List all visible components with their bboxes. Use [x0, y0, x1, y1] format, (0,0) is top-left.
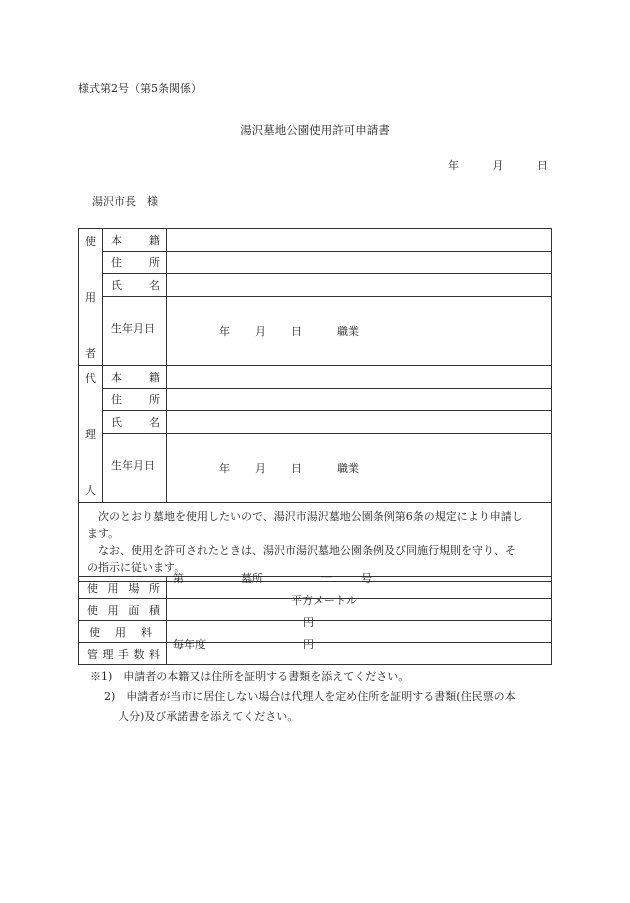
user-occupation-label: 職業 — [337, 324, 359, 338]
agent-section-label: 代 理 人 — [79, 366, 103, 503]
user-birth-label: 生年月日 — [103, 296, 167, 365]
date-day: 日 — [537, 159, 548, 172]
agent-address-row — [79, 388, 552, 411]
addressee: 湯沢市長 様 — [92, 195, 158, 208]
agent-name-field[interactable] — [167, 411, 552, 434]
usage-place-field[interactable]: 第 墓所 ― 号 — [167, 577, 552, 599]
date-year: 年 — [448, 159, 459, 172]
date-line — [418, 157, 548, 173]
user-name-row — [79, 274, 552, 297]
usage-place-label: 使 用 場 所 — [79, 577, 167, 599]
note-2: 2) 申請者が当市に居住しない場合は代理人を定め住所を証明する書類(住民票の本 — [104, 690, 516, 703]
note-2-cont: 人分)及び承諾書を添えてください。 — [118, 710, 299, 723]
statement-text: 次のとおり墓地を使用したいので、湯沢市湯沢墓地公園条例第6条の規定により申請し ます。 なお、使用を許可されたときは、湯沢市湯沢墓地公園条例及び同施行規則を守り、そ の指示に従います。 — [79, 503, 552, 582]
form-number: 様式第2号（第5条関係） — [78, 82, 202, 95]
user-name-label: 氏 名 — [103, 274, 167, 297]
user-honseki-label: 本 籍 — [103, 229, 167, 252]
agent-honseki-label: 本 籍 — [103, 366, 167, 389]
usage-fee-field[interactable]: 円 — [167, 621, 552, 643]
page-title: 湯沢墓地公園使用許可申請書 — [240, 123, 390, 137]
user-birth-field[interactable]: 年 月 日 職業 — [167, 296, 552, 365]
usage-area-row — [79, 599, 552, 621]
user-honseki-row — [79, 229, 552, 252]
agent-birth-field[interactable]: 年 月 日 職業 — [167, 433, 552, 502]
user-name-field[interactable] — [167, 274, 552, 297]
usage-fee-label: 使 用 料 — [79, 621, 167, 643]
usage-admin-field[interactable]: 毎年度 円 — [167, 643, 552, 665]
usage-fee-row — [79, 621, 552, 643]
agent-name-row — [79, 411, 552, 434]
usage-admin-label: 管 理 手 数 料 — [79, 643, 167, 665]
usage-area-label: 使 用 面 積 — [79, 599, 167, 621]
user-section-label: 使 用 者 — [79, 229, 103, 366]
date-month: 月 — [492, 159, 504, 172]
user-address-field[interactable] — [167, 251, 552, 274]
usage-admin-row — [79, 643, 552, 665]
agent-occupation-label: 職業 — [337, 461, 359, 475]
agent-address-label: 住 所 — [103, 388, 167, 411]
user-address-row — [79, 251, 552, 274]
usage-area-field[interactable]: 平方メートル — [167, 599, 552, 621]
agent-birth-row — [79, 433, 552, 502]
usage-table — [78, 570, 552, 665]
user-honseki-field[interactable] — [167, 229, 552, 252]
agent-birth-label: 生年月日 — [103, 433, 167, 502]
user-birth-row — [79, 296, 552, 365]
notes — [90, 667, 516, 727]
agent-honseki-row — [79, 366, 552, 389]
note-1: ※1) 申請者の本籍又は住所を証明する書類を添えてください。 — [90, 670, 410, 683]
statement-row — [79, 503, 552, 582]
agent-name-label: 氏 名 — [103, 411, 167, 434]
agent-honseki-field[interactable] — [167, 366, 552, 389]
application-form-table — [78, 228, 552, 582]
agent-address-field[interactable] — [167, 388, 552, 411]
user-address-label: 住 所 — [103, 251, 167, 274]
